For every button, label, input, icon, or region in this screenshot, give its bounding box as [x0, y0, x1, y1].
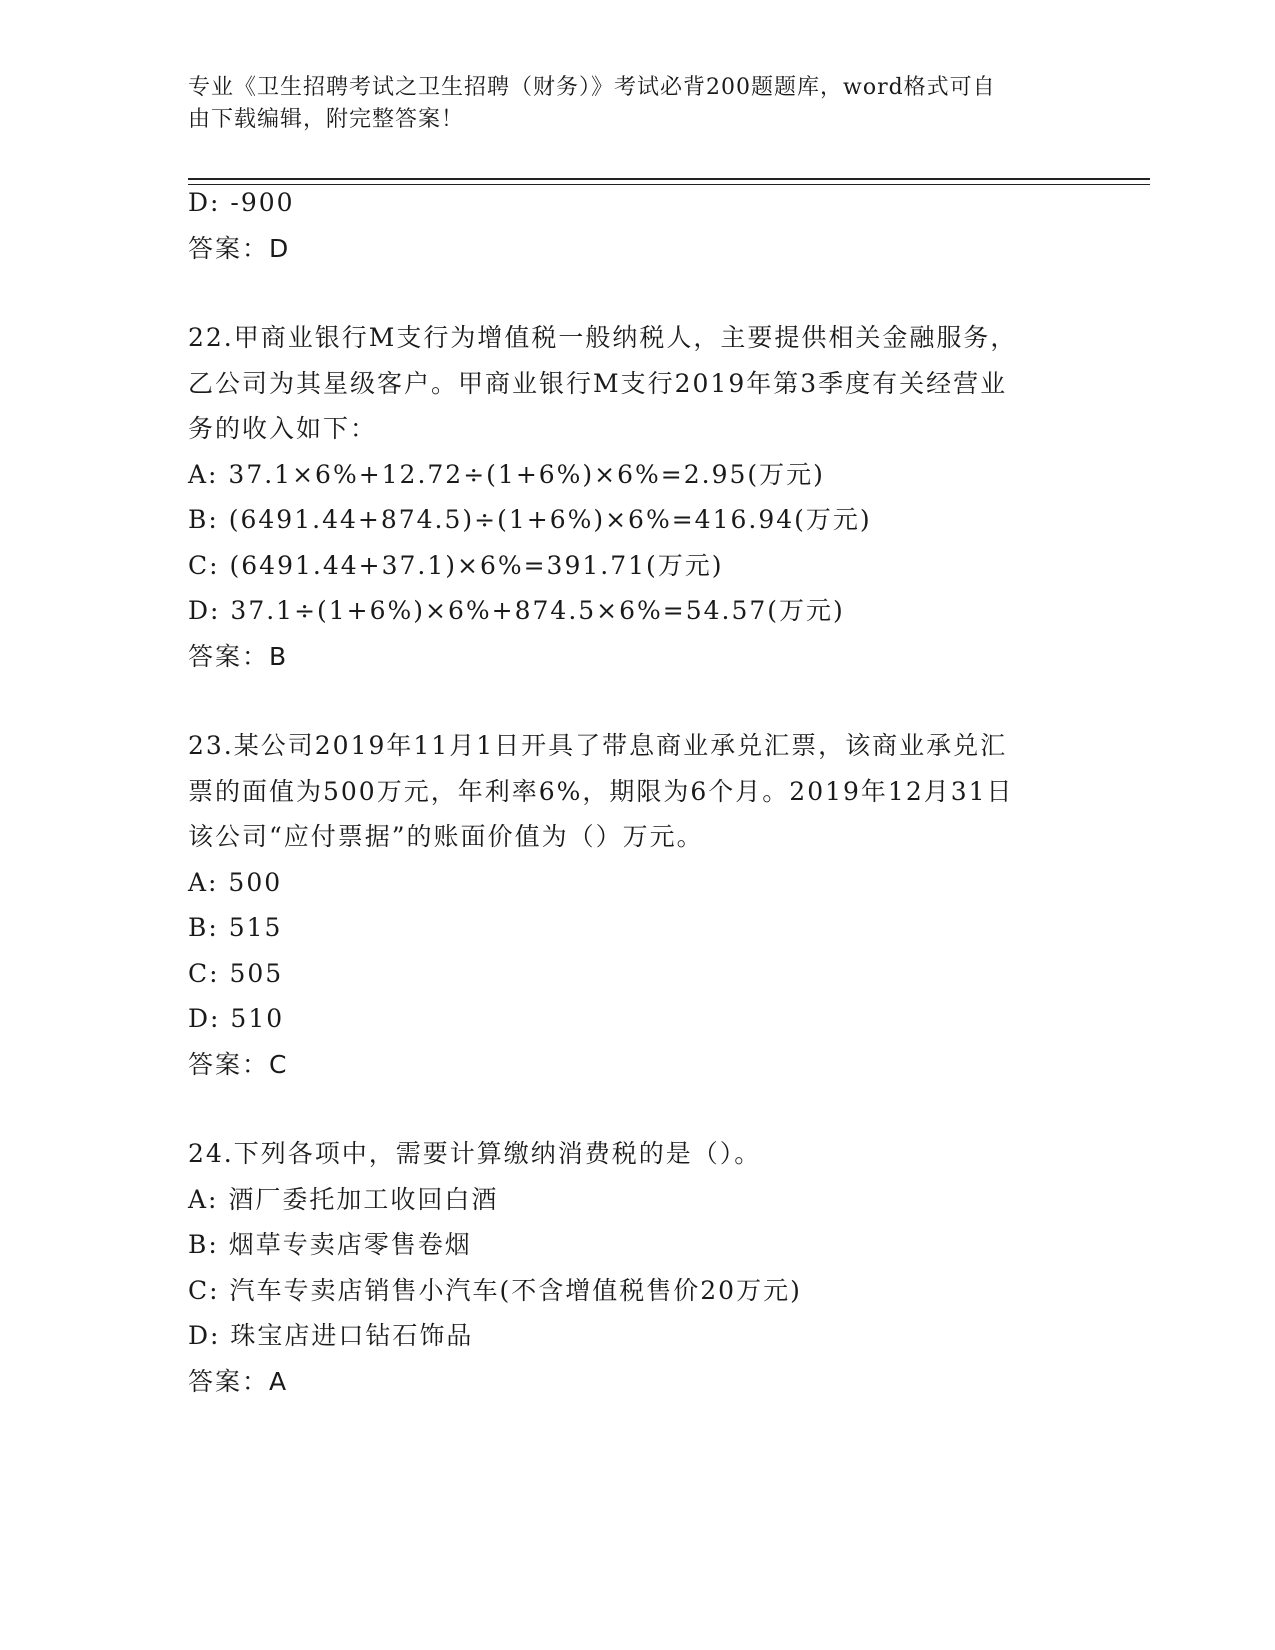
question-24 — [188, 1131, 1088, 1404]
question-stem-line: 该公司“应付票据”的账面价值为（）万元。 — [188, 822, 704, 851]
question-22 — [188, 315, 1088, 679]
page-header — [188, 72, 1068, 136]
answer: 答案：A — [188, 1366, 289, 1396]
option-a: A: 37.1×6%+12.72÷(1+6%)×6%=2.95(万元) — [188, 459, 825, 489]
question-stem-line: 23.某公司2019年11月1日开具了带息商业承兑汇票，该商业承兑汇 — [188, 731, 1008, 760]
option-d: D: 珠宝店进口钻石饰品 — [188, 1321, 474, 1350]
question-stem-line: 务的收入如下： — [188, 414, 378, 443]
option-a: A: 500 — [188, 867, 283, 897]
answer: 答案：D — [188, 233, 291, 263]
question-stem-line: 24.下列各项中，需要计算缴纳消费税的是（）。 — [188, 1139, 762, 1168]
question-23 — [188, 723, 1088, 1087]
option-d: D: 37.1÷(1+6%)×6%+874.5×6%=54.57(万元) — [188, 596, 845, 625]
option-c: C: 505 — [188, 958, 284, 988]
question-stem-line: 22.甲商业银行M支行为增值税一般纳税人，主要提供相关金融服务， — [188, 323, 1018, 352]
option-c: C: (6491.44+37.1)×6%=391.71(万元) — [188, 550, 724, 580]
option-c: C: 汽车专卖店销售小汽车(不含增值税售价20万元) — [188, 1275, 802, 1305]
question-stem-line: 乙公司为其星级客户。甲商业银行M支行2019年第3季度有关经营业 — [188, 368, 1008, 398]
answer: 答案：B — [188, 641, 289, 671]
option-b: B: 515 — [188, 913, 283, 942]
option-b: B: 烟草专卖店零售卷烟 — [188, 1230, 472, 1259]
answer: 答案：C — [188, 1049, 289, 1079]
question-list — [188, 180, 1088, 1404]
option-a: A: 酒厂委托加工收回白酒 — [188, 1184, 499, 1214]
header-line-1: 专业《卫生招聘考试之卫生招聘（财务）》考试必背200题题库，word格式可自 — [188, 75, 996, 100]
question-stem-line: 票的面值为500万元，年利率6%，期限为6个月。2019年12月31日 — [188, 776, 1014, 806]
header-line-2: 由下载编辑，附完整答案！ — [188, 107, 465, 132]
option-d: D: 510 — [188, 1004, 285, 1033]
question-21-tail — [188, 180, 1088, 271]
option-b: B: (6491.44+874.5)÷(1+6%)×6%=416.94(万元) — [188, 505, 872, 534]
option-d: D: -900 — [188, 188, 295, 217]
